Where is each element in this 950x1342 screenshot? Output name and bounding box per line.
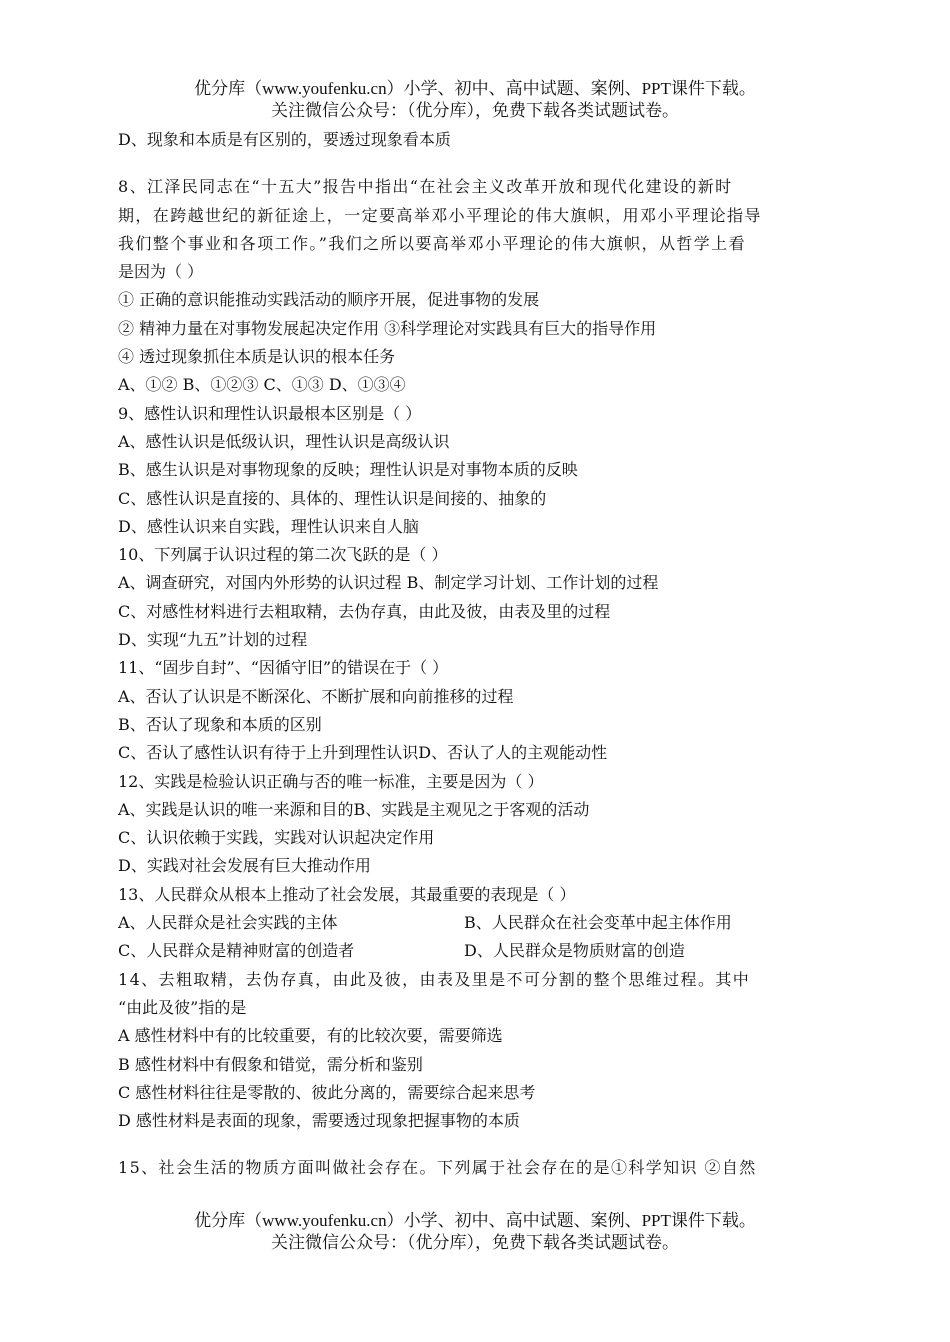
q14-option-c: C 感性材料往往是零散的、彼此分离的，需要综合起来思考 — [118, 1082, 536, 1102]
q9-stem: 9、感性认识和理性认识最根本区别是（ ） — [118, 403, 422, 423]
page-footer — [0, 1210, 950, 1254]
question-13 — [118, 881, 838, 966]
q11-stem: 11、“固步自封”、“因循守旧”的错误在于（ ） — [118, 658, 449, 678]
question-14 — [118, 966, 838, 1136]
q12-option-d: D、实践对社会发展有巨大推动作用 — [118, 856, 371, 876]
q15-stem-line-1: 15、社会生活的物质方面叫做社会存在。下列属于社会存在的是①科学知识 ②自然 — [118, 1158, 757, 1178]
q8-item-1: ① 正确的意识能推动实践活动的顺序开展，促进事物的发展 — [118, 290, 540, 310]
q13-option-b: B、人民群众在社会变革中起主体作用 — [464, 913, 732, 933]
q11-option-a: A、否认了认识是不断深化、不断扩展和向前推移的过程 — [118, 686, 514, 706]
question-10 — [118, 541, 838, 654]
q8-item-2-3: ② 精神力量在对事物发展起决定作用 ③科学理论对实践具有巨大的指导作用 — [118, 318, 657, 338]
q9-option-c: C、感性认识是直接的、具体的、理性认识是间接的、抽象的 — [118, 488, 547, 508]
question-11 — [118, 654, 838, 767]
q10-option-d: D、实现“九五”计划的过程 — [118, 630, 308, 650]
question-12 — [118, 768, 838, 881]
header-line-2: 关注微信公众号：（优分库），免费下载各类试题试卷。 — [271, 101, 679, 120]
q13-stem: 13、人民群众从根本上推动了社会发展，其最重要的表现是（ ） — [118, 884, 576, 904]
q9-option-a: A、感性认识是低级认识，理性认识是高级认识 — [118, 431, 450, 451]
q14-stem-line-1: 14、去粗取精，去伪存真，由此及彼，由表及里是不可分割的整个思维过程。其中 — [118, 969, 751, 989]
q8-stem-line-2: 期，在跨越世纪的新征途上，一定要高举邓小平理论的伟大旗帜，用邓小平理论指导 — [118, 205, 762, 225]
header-line-1: 优分库（www.youfenku.cn）小学、初中、高中试题、案例、PPT课件下载。 — [194, 79, 756, 98]
q9-option-d: D、感性认识来自实践，理性认识来自人脑 — [118, 516, 419, 536]
q12-stem: 12、实践是检验认识正确与否的唯一标准，主要是因为（ ） — [118, 771, 544, 791]
question-9 — [118, 400, 838, 541]
q14-option-a: A 感性材料中有的比较重要，有的比较次要，需要筛选 — [118, 1026, 503, 1046]
q12-option-ab: A、实践是认识的唯一来源和目的B、实践是主观见之于客观的活动 — [118, 799, 590, 819]
q9-option-b: B、感生认识是对事物现象的反映；理性认识是对事物本质的反映 — [118, 460, 578, 480]
q8-stem-line-1: 8、江泽民同志在“十五大”报告中指出“在社会主义改革开放和现代化建设的新时 — [118, 177, 733, 197]
q13-options-cd — [118, 937, 838, 965]
q8-item-4: ④ 透过现象抓住本质是认识的根本任务 — [118, 347, 396, 367]
q13-option-d: D、人民群众是物质财富的创造 — [464, 941, 685, 961]
q14-option-d: D 感性材料是表面的现象，需要透过现象把握事物的本质 — [118, 1111, 520, 1131]
footer-line-2: 关注微信公众号：（优分库），免费下载各类试题试卷。 — [271, 1233, 679, 1252]
q8-options: A、①② B、①②③ C、①③ D、①③④ — [118, 375, 406, 395]
q12-option-c: C、认识依赖于实践，实践对认识起决定作用 — [118, 828, 435, 848]
q13-option-a: A、人民群众是社会实践的主体 — [118, 913, 338, 933]
q14-option-b: B 感性材料中有假象和错觉，需分析和鉴别 — [118, 1054, 423, 1074]
q8-stem-line-3: 我们整个事业和各项工作。”我们之所以要高举邓小平理论的伟大旗帜，从哲学上看 — [118, 233, 746, 253]
question-8 — [118, 173, 838, 399]
q10-option-ab: A、调查研究，对国内外形势的认识过程 B、制定学习计划、工作计划的过程 — [118, 573, 659, 593]
q11-option-b: B、否认了现象和本质的区别 — [118, 714, 322, 734]
q13-options-ab — [118, 909, 838, 937]
q8-stem-line-4: 是因为（ ） — [118, 262, 204, 282]
q7-option-d: D、现象和本质是有区别的，要透过现象看本质 — [118, 130, 451, 149]
page-header — [0, 78, 950, 122]
footer-line-1: 优分库（www.youfenku.cn）小学、初中、高中试题、案例、PPT课件下载。 — [194, 1211, 756, 1230]
q11-option-cd: C、否认了感性认识有待于上升到理性认识D、否认了人的主观能动性 — [118, 743, 608, 763]
q13-option-c: C、人民群众是精神财富的创造者 — [118, 941, 355, 961]
q10-stem: 10、下列属于认识过程的第二次飞跃的是（ ） — [118, 545, 448, 565]
question-15 — [118, 1154, 838, 1182]
exam-content — [118, 126, 838, 1183]
q14-stem-line-2: “由此及彼”指的是 — [118, 997, 247, 1017]
q10-option-c: C、对感性材料进行去粗取精，去伪存真，由此及彼，由表及里的过程 — [118, 601, 611, 621]
